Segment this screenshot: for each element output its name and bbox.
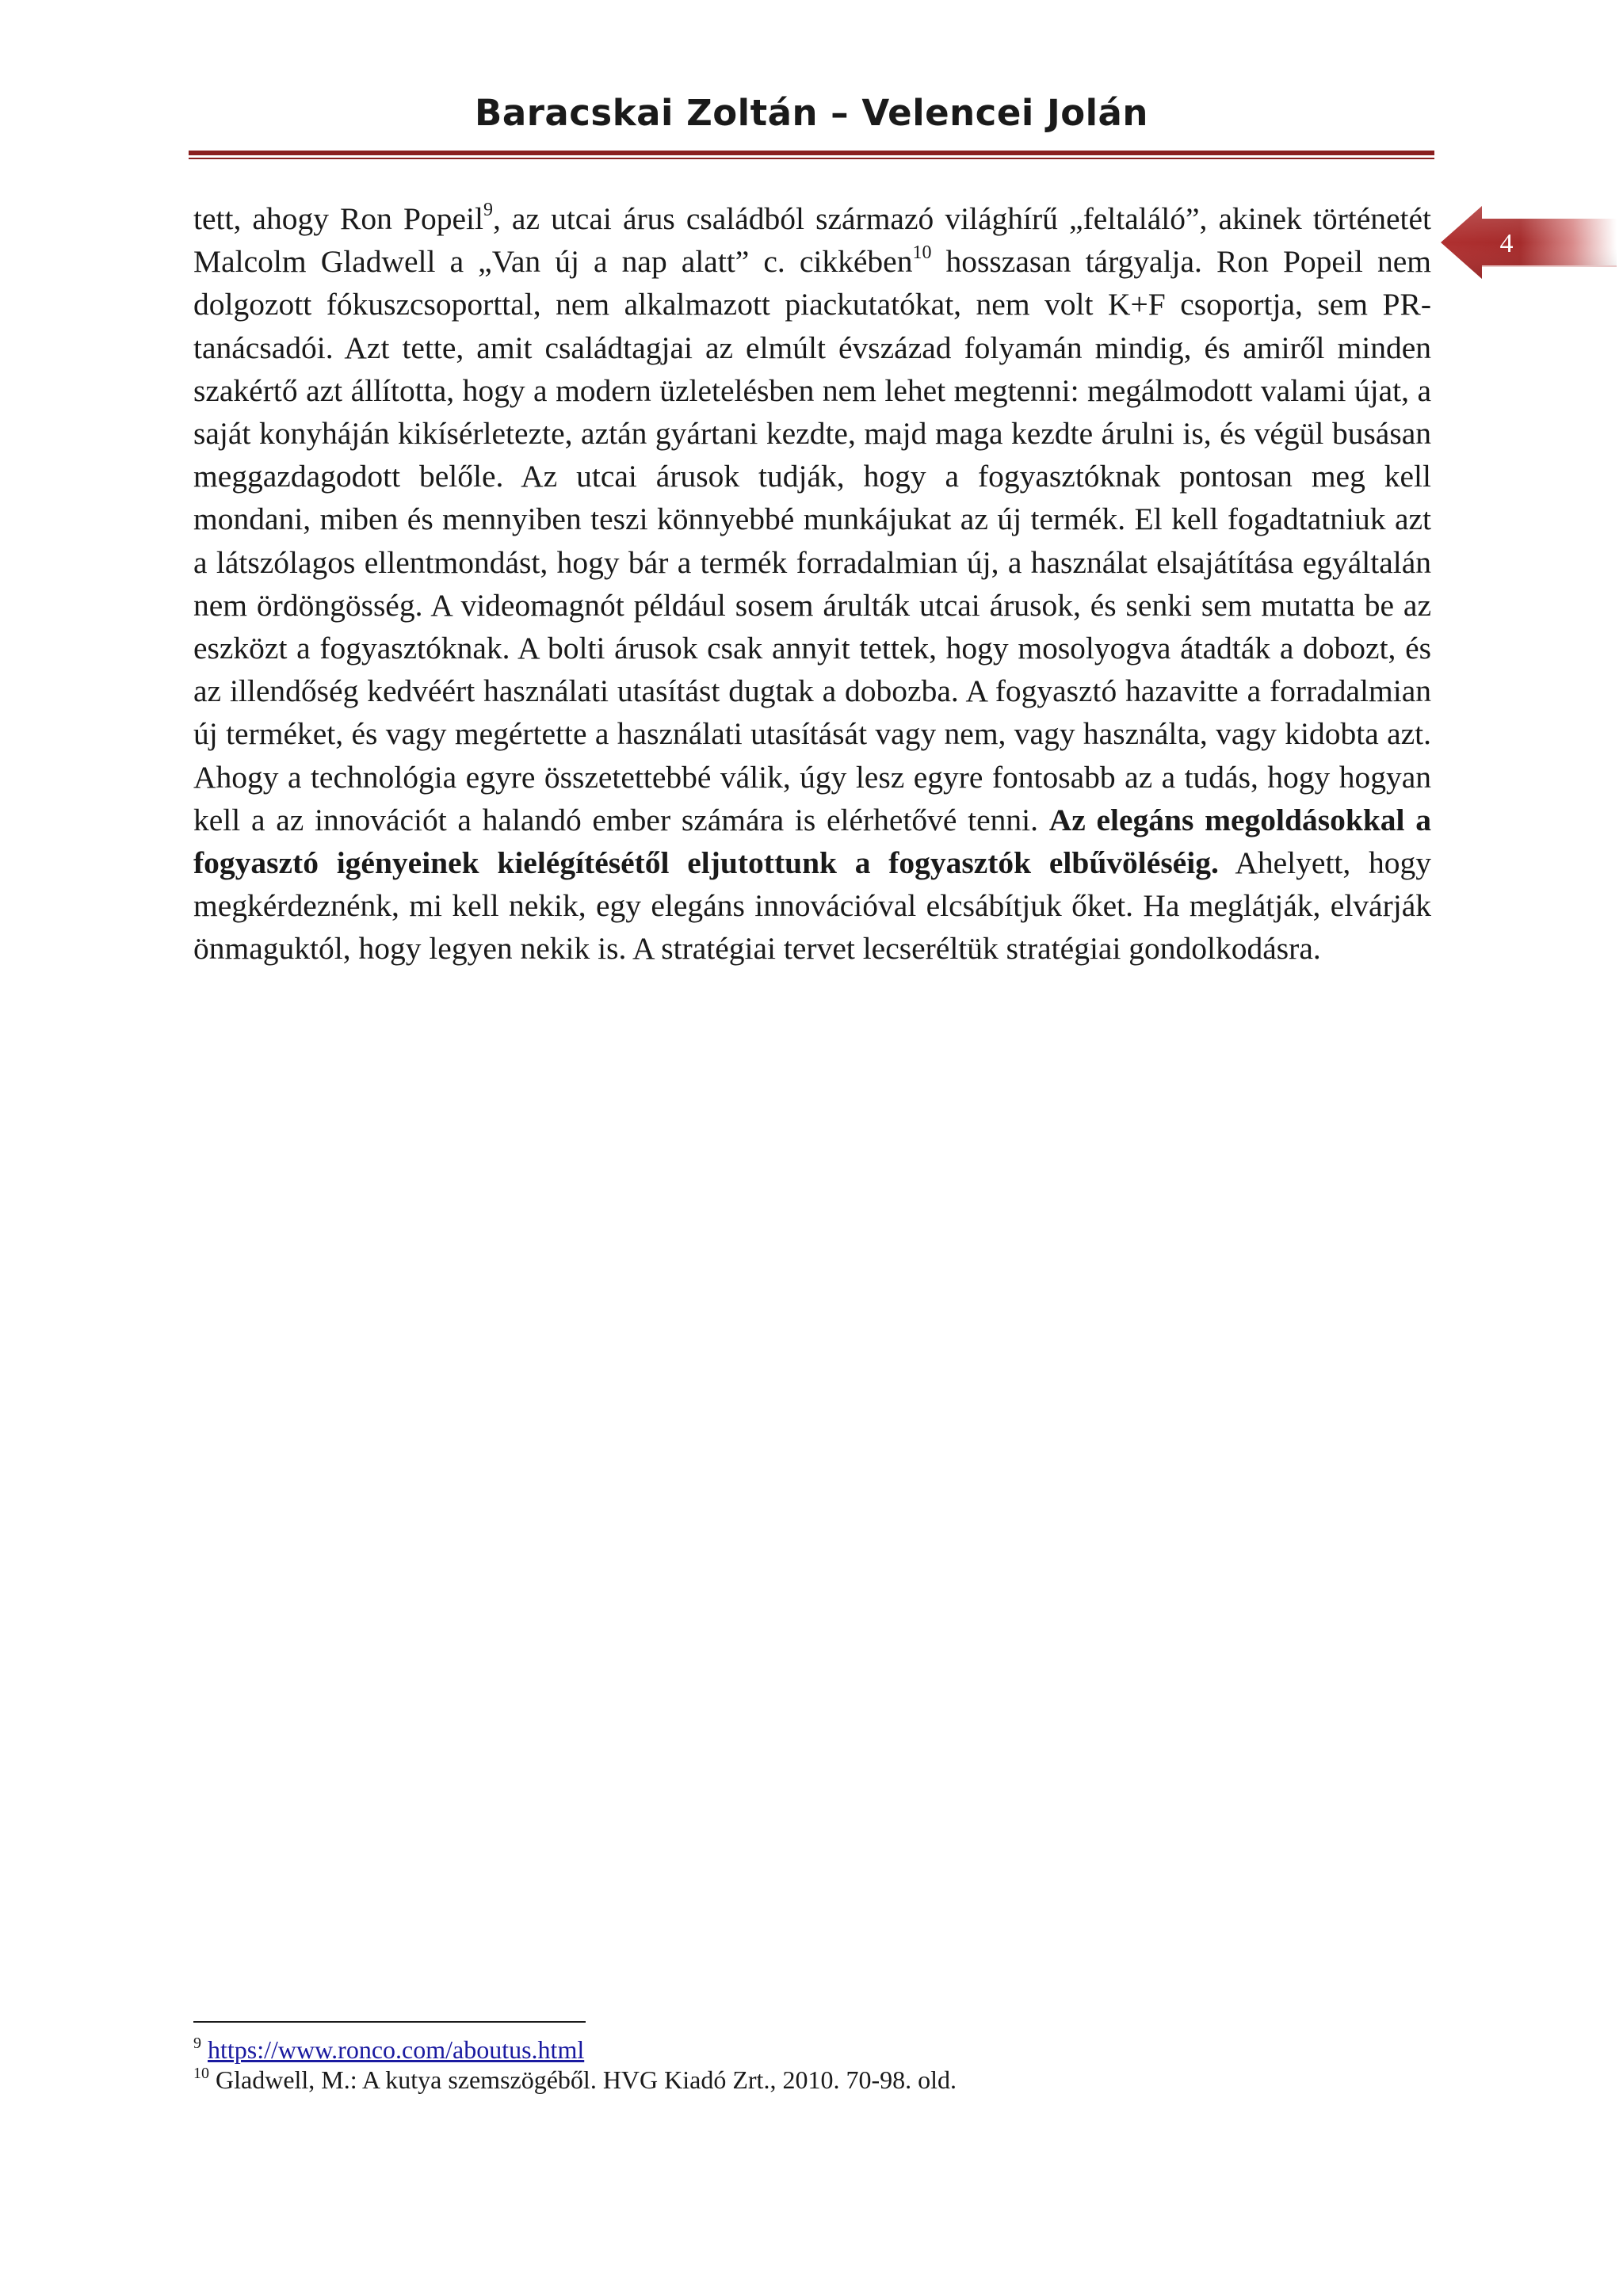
bold-emphasis: Az elegáns megoldásokkal a fogyasztó igényeinek kielégítésétől eljutottunk a fogyasztók elbűvöléséig. [193, 802, 1431, 881]
footnote-text: Gladwell, M.: A kutya szemszögéből. HVG Kiadó Zrt., 2010. 70-98. old. [209, 2065, 957, 2094]
body-text-segment: Ahelyett, hogy megkérdeznénk, mi kell nekik, egy elegáns innovációval elcsábítjuk őket. Ha meglátják, elvárják önmaguktól, hogy legyen nekik is. A stratégiai tervet lecseréltük stratégiai gondolkodásra. [193, 845, 1431, 967]
running-header-title: Baracskai Zoltán – Velencei Jolán [475, 92, 1148, 134]
page-number: 4 [1499, 229, 1514, 258]
body-text-segment: hosszasan tárgyalja. Ron Popeil nem dolgozott fókuszcsoporttal, nem alkalmazott piackutatókat, nem volt K+F csoportja, sem PR-tanácsadói. Azt tette, amit családtagjai az elmúlt évszázad folyamán mindig, és amiről minden szakértő azt állította, hogy a modern üzletelésben nem lehet megtenni: megálmodott valami újat, a saját konyháján kikísérletezte, aztán gyártani kezdte, majd maga kezdte árulni is, és végül busásan meggazdagodott belőle. Az utcai árusok tudják, hogy a fogyasztóknak pontosan meg kell mondani, miben és mennyiben teszi könnyebbé munkájukat az új termék. El kell fogadtatniuk azt a látszólagos ellentmondást, hogy bár a termék forradalmian új, a használat elsajátítása egyáltalán nem ördöngösség. A videomagnót például sosem árulták utcai árusok, és senki sem mutatta be az eszközt a fogyasztóknak. A bolti árusok csak annyit tettek, hogy mosolyogva átadták a dobozt, és az illendőség kedvéért használati utasítást dugtak a dobozba. A fogyasztó hazavitte a forradalmian új terméket, és vagy megértette a használati utasítását vagy nem, vagy használta, vagy kidobta azt. Ahogy a technológia egyre összetettebbé válik, úgy lesz egyre fontosabb az a tudás, hogy hogyan kell a az innovációt a halandó ember számára is elérhetővé tenni. [193, 244, 1431, 837]
header-rule-thick [189, 151, 1434, 155]
footnote-10 [193, 2065, 1303, 2095]
body-text-segment: tett, ahogy Ron Popeil [193, 201, 483, 236]
body-text-segment: , az utcai árus családból származó világhírű „feltaláló”, akinek történetét Malcolm Gladwell a „Van új a nap alatt” c. cikkében [193, 201, 1431, 280]
footnote-marker: 9 [193, 2035, 201, 2052]
footnote-marker: 10 [193, 2065, 209, 2082]
footnote-ref-9[interactable]: 9 [483, 200, 493, 220]
footnote-9 [193, 2035, 1303, 2065]
footnote-separator [193, 2021, 586, 2023]
footnote-link[interactable]: https://www.ronco.com/aboutus.html [208, 2035, 585, 2064]
body-paragraph [193, 197, 1431, 971]
footnotes [193, 2035, 1303, 2095]
header-rule-thin [189, 158, 1434, 159]
footnote-ref-10[interactable]: 10 [912, 242, 932, 264]
